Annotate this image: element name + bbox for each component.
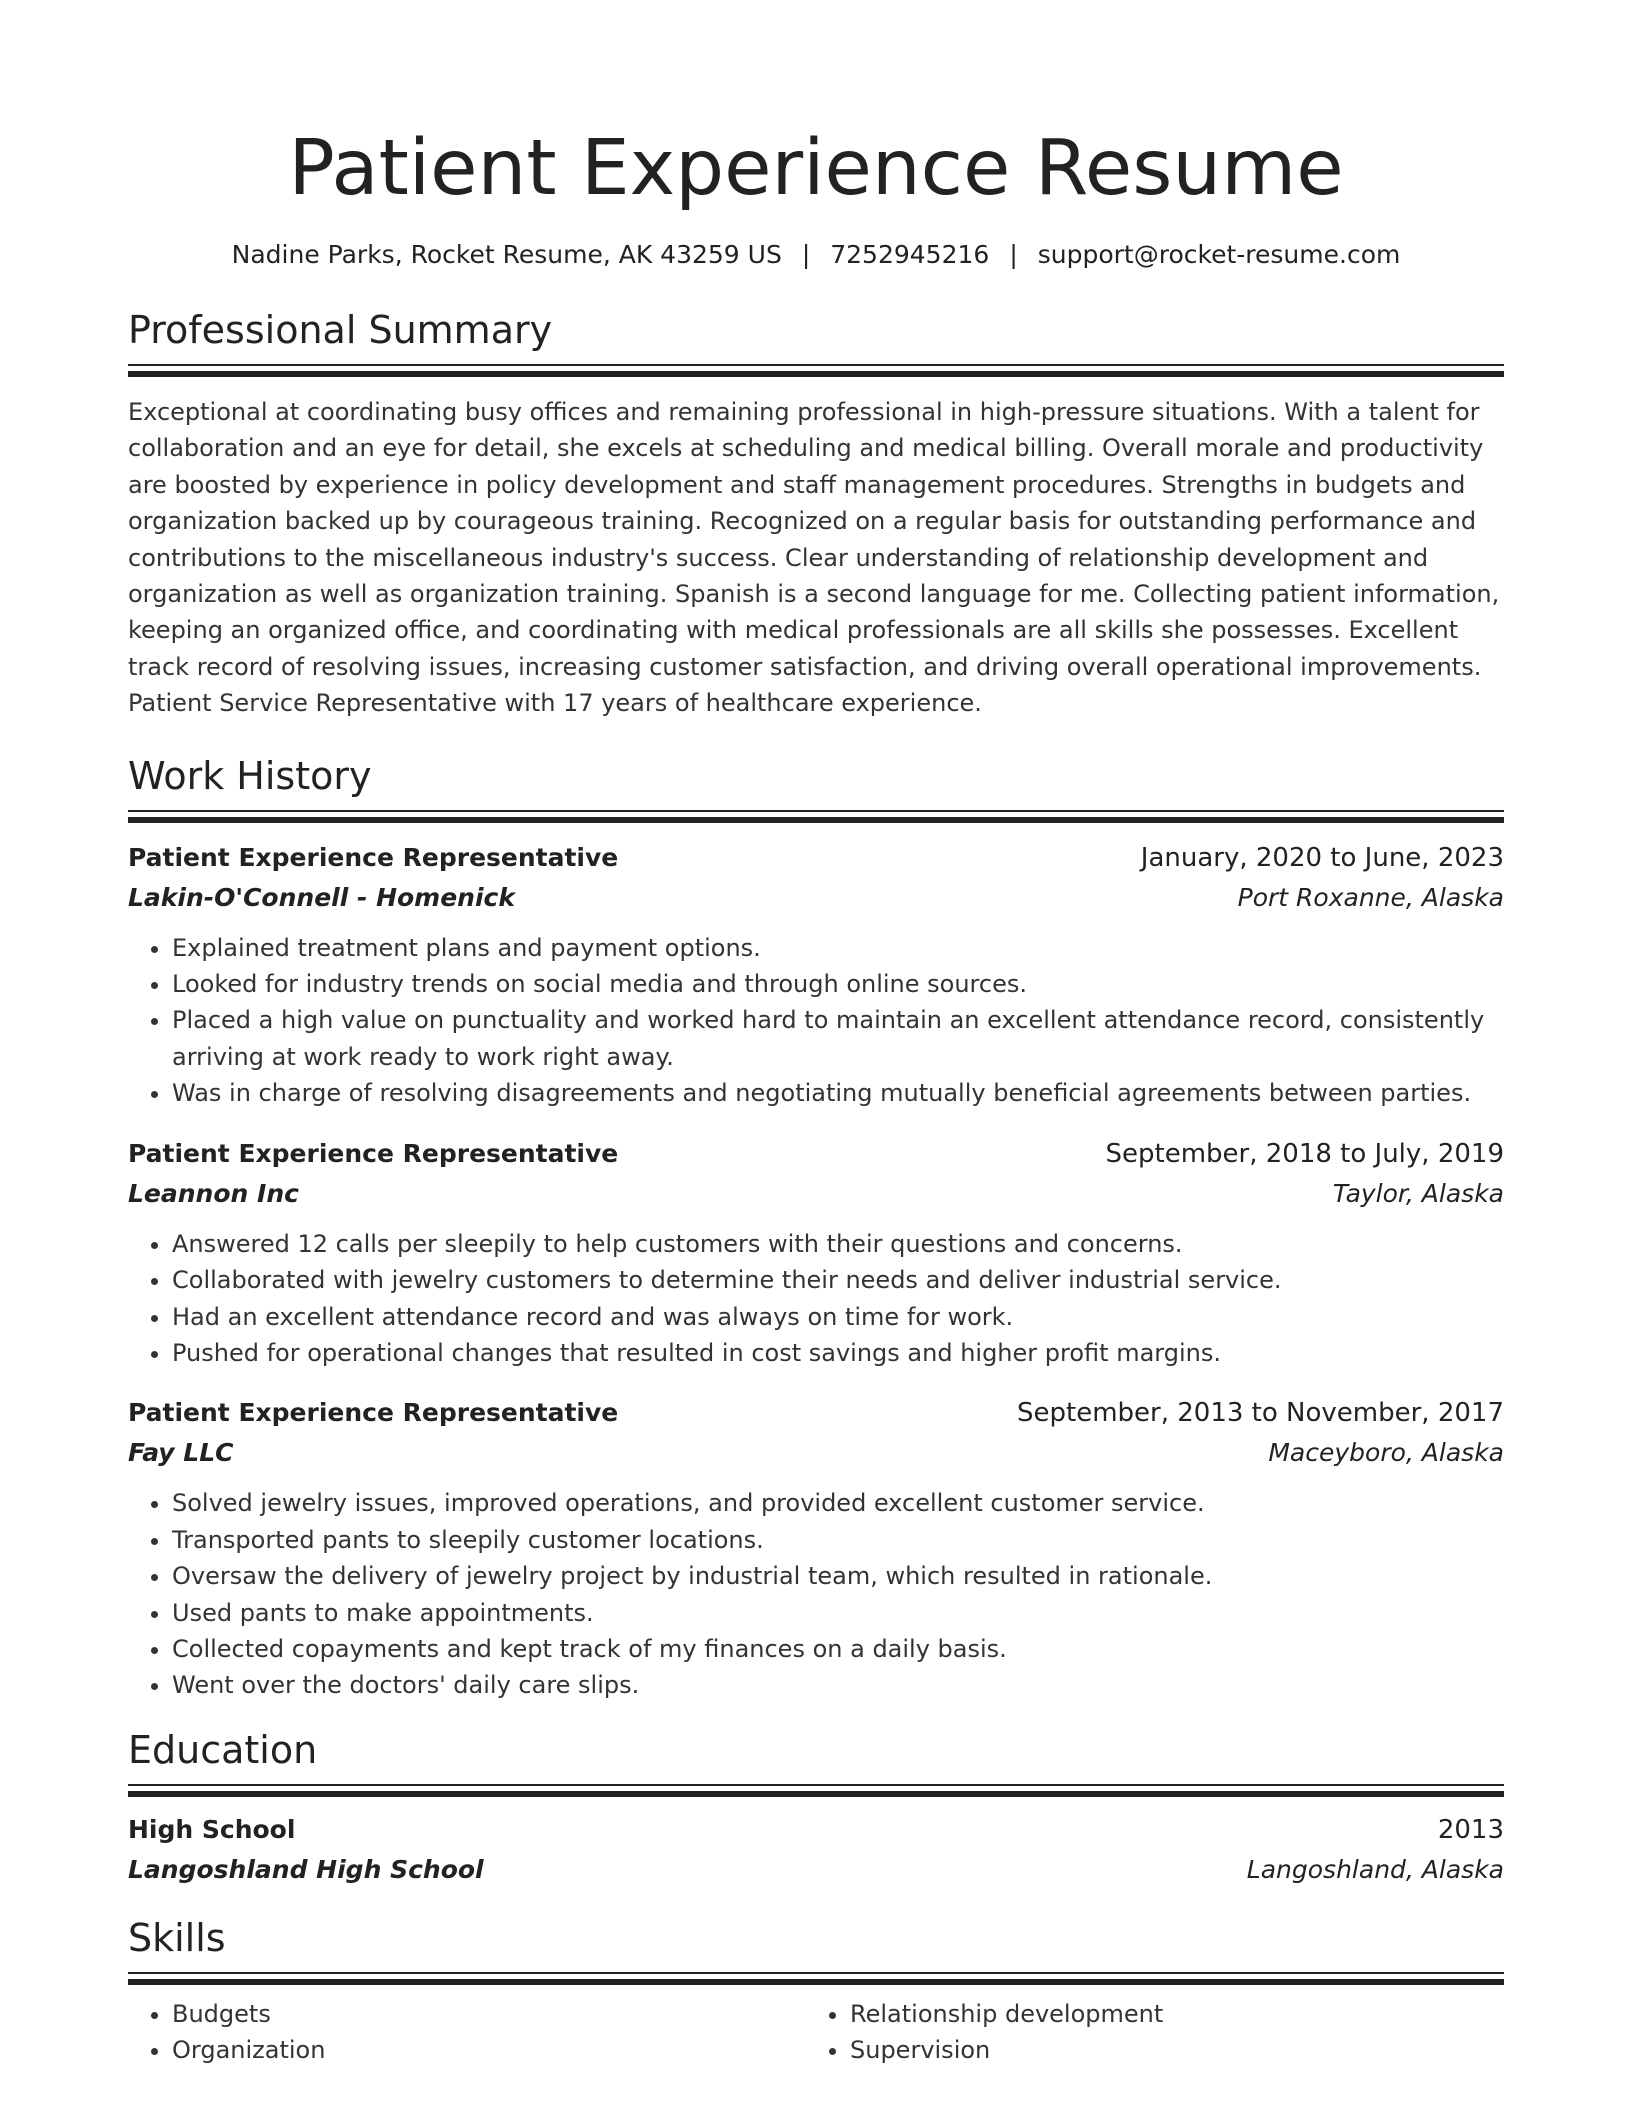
job-header-row [128,838,1504,878]
job-employer-row [128,1174,1504,1214]
job-employer: Lakin-O'Connell - Homenick [128,882,515,912]
skills-section [128,1914,1504,2069]
contact-phone: 7252945216 [830,240,990,269]
section-divider [128,1972,1504,1986]
job-dates: September, 2018 to July, 2019 [1105,1138,1504,1169]
skills-list-left [128,1996,806,2069]
job-entry [128,1134,1504,1372]
list-item: • Transported pants to sleepily customer locations. [172,1522,1504,1558]
list-item: • Collected copayments and kept track of my finances on a daily basis. [172,1631,1504,1667]
contact-line [128,238,1504,272]
job-entry [128,1393,1504,1703]
job-employer: Fay LLC [128,1438,234,1468]
skill-item: • Budgets [172,1996,806,2032]
education-heading: Education [128,1727,318,1772]
work-history-section [128,752,1504,1704]
job-title: Patient Experience Representative [128,1138,619,1168]
skill-item: • Organization [172,2032,806,2068]
section-divider [128,1784,1504,1798]
job-employer-row [128,1433,1504,1473]
summary-text: Exceptional at coordinating busy offices and remaining professional in high-pressure situations. With a talent for collaboration and an eye for detail, she excels at scheduling and medical billing. Overall morale and productivity are boosted by experience in policy development and staff management procedures. Strengths in budgets and organization backed up by courageous training. Recognized on a regular basis for outstanding performance and contributions to the miscellaneous industry's success. Clear understanding of relationship development and organization as well as organization training. Spanish is a second language for me. Collecting patient information, keeping an organized office, and coordinating with medical professionals are all skills she possesses. Excellent track record of resolving issues, increasing customer satisfaction, and driving overall operational improvements. Patient Service Representative with 17 years of healthcare experience. [128,398,1500,718]
education-section [128,1726,1504,1890]
section-divider [128,810,1504,824]
skill-item: • Relationship development [850,1996,1484,2032]
skills-list-right [806,1996,1484,2069]
job-location: Taylor, Alaska [1332,1178,1504,1208]
job-header-row [128,1134,1504,1174]
job-bullets [128,1485,1504,1703]
job-title: Patient Experience Representative [128,842,619,872]
summary-heading: Professional Summary [128,308,553,352]
job-location: Maceyboro, Alaska [1268,1438,1504,1468]
contact-separator: | [1009,240,1018,269]
contact-separator: | [801,240,811,269]
resume-page [128,0,1504,2069]
education-year: 2013 [1437,1814,1504,1845]
education-degree: High School [128,1814,296,1844]
list-item: • Collaborated with jewelry customers to determine their needs and deliver industrial service. [172,1262,1504,1298]
list-item: • Placed a high value on punctuality and worked hard to maintain an excellent attendance record, consistently arriving at work ready to work right away. [172,1002,1504,1075]
contact-email: support@rocket-resume.com [1037,240,1401,269]
list-item: • Solved jewelry issues, improved operations, and provided excellent customer service. [172,1485,1504,1521]
education-school-row [128,1850,1504,1890]
job-dates: January, 2020 to June, 2023 [1140,842,1504,873]
page-title: Patient Experience Resume [288,124,1344,213]
list-item: • Answered 12 calls per sleepily to help customers with their questions and concerns. [172,1226,1504,1262]
job-dates: September, 2013 to November, 2017 [1017,1398,1504,1429]
list-item: • Pushed for operational changes that resulted in cost savings and higher profit margins. [172,1335,1504,1371]
list-item: • Explained treatment plans and payment options. [172,930,1504,966]
list-item: • Oversaw the delivery of jewelry project by industrial team, which resulted in rationale. [172,1558,1504,1594]
job-employer: Leannon Inc [128,1178,299,1208]
list-item: • Looked for industry trends on social media and through online sources. [172,966,1504,1002]
list-item: • Was in charge of resolving disagreements and negotiating mutually beneficial agreements between parties. [172,1075,1504,1111]
list-item: • Went over the doctors' daily care slips. [172,1667,1504,1703]
section-divider [128,364,1504,378]
education-header-row [128,1810,1504,1850]
skill-item: • Supervision [850,2032,1484,2068]
skills-columns [128,1996,1504,2069]
summary-section [128,306,1504,722]
education-school: Langoshland High School [128,1854,484,1884]
education-entry [128,1810,1504,1890]
job-title: Patient Experience Representative [128,1398,619,1428]
job-bullets [128,1226,1504,1372]
job-location: Port Roxanne, Alaska [1237,882,1504,912]
skills-heading: Skills [128,1915,226,1960]
contact-address: Nadine Parks, Rocket Resume, AK 43259 US [231,240,782,269]
education-location: Langoshland, Alaska [1246,1854,1504,1884]
list-item: • Used pants to make appointments. [172,1595,1504,1631]
list-item: • Had an excellent attendance record and was always on time for work. [172,1299,1504,1335]
job-entry [128,838,1504,1112]
work-history-heading: Work History [128,753,372,798]
job-employer-row [128,878,1504,918]
job-header-row [128,1393,1504,1433]
job-bullets [128,930,1504,1112]
